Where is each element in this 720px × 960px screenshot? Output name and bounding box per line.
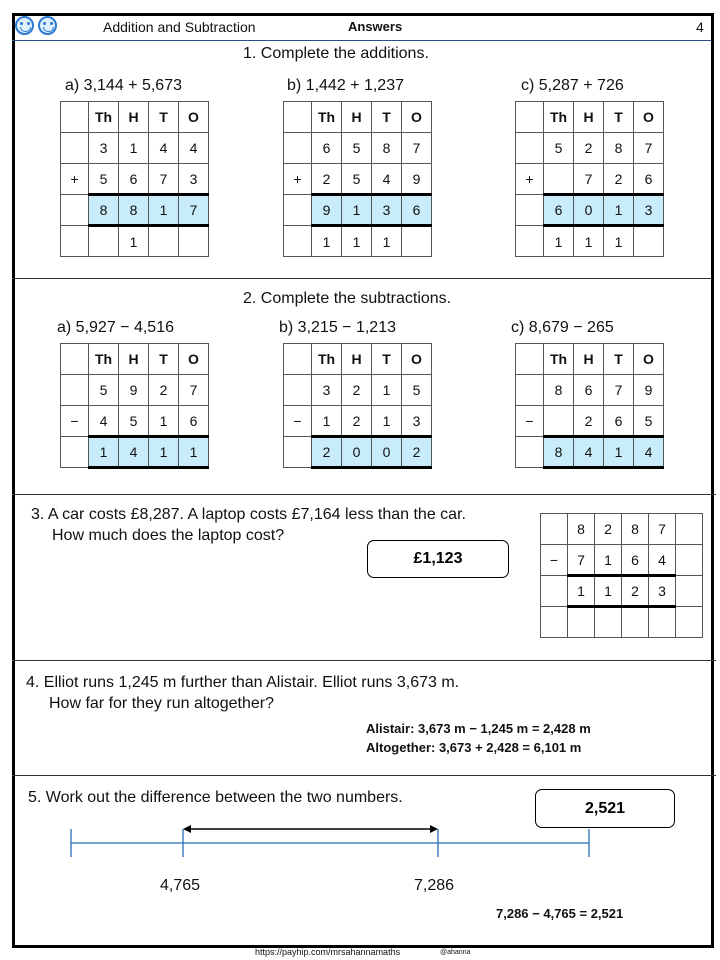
digit-cell: 5 xyxy=(89,375,119,406)
digit-cell: 0 xyxy=(574,195,604,226)
digit-cell: T xyxy=(149,102,179,133)
digit-cell: 1 xyxy=(604,437,634,468)
arrow-head-right-icon xyxy=(430,825,438,833)
digit-cell xyxy=(595,607,622,638)
digit-cell: 7 xyxy=(179,375,209,406)
digit-cell: 1 xyxy=(574,226,604,257)
digit-cell: 1 xyxy=(372,226,402,257)
q1c-label: c) 5,287 + 726 xyxy=(521,77,624,94)
grid-row xyxy=(284,195,432,226)
operator-cell xyxy=(516,437,544,468)
grid-row xyxy=(284,375,432,406)
q2c-column-grid xyxy=(515,343,664,469)
digit-cell: T xyxy=(372,102,402,133)
digit-cell: 9 xyxy=(119,375,149,406)
grid-row xyxy=(61,344,209,375)
digit-cell: 8 xyxy=(119,195,149,226)
operator-cell xyxy=(284,195,312,226)
digit-cell: 5 xyxy=(634,406,664,437)
grid-row xyxy=(61,102,209,133)
grid-row xyxy=(284,406,432,437)
digit-cell: 0 xyxy=(372,437,402,468)
digit-cell: 1 xyxy=(544,226,574,257)
digit-cell: 8 xyxy=(89,195,119,226)
q3-column-grid xyxy=(540,513,703,638)
digit-cell: 1 xyxy=(604,195,634,226)
digit-cell: 2 xyxy=(342,375,372,406)
operator-cell xyxy=(284,344,312,375)
grid-row xyxy=(61,164,209,195)
operator-cell xyxy=(284,375,312,406)
grid-row xyxy=(284,344,432,375)
digit-cell xyxy=(676,607,703,638)
grid-row xyxy=(516,133,664,164)
digit-cell: 8 xyxy=(544,375,574,406)
digit-cell: 8 xyxy=(604,133,634,164)
digit-cell: 0 xyxy=(342,437,372,468)
digit-cell: 1 xyxy=(595,545,622,576)
digit-cell: T xyxy=(604,344,634,375)
operator-cell xyxy=(516,102,544,133)
digit-cell: 5 xyxy=(89,164,119,195)
grid-row xyxy=(541,576,703,607)
digit-cell: O xyxy=(179,102,209,133)
grid-row xyxy=(284,226,432,257)
digit-cell: 1 xyxy=(312,226,342,257)
digit-cell: 6 xyxy=(574,375,604,406)
grid-row xyxy=(284,133,432,164)
operator-cell xyxy=(516,375,544,406)
digit-cell: 2 xyxy=(595,514,622,545)
q1-heading: 1. Complete the additions. xyxy=(243,45,429,62)
q5-working: 7,286 − 4,765 = 2,521 xyxy=(496,906,624,921)
digit-cell: Th xyxy=(312,344,342,375)
digit-cell xyxy=(676,576,703,607)
digit-cell: 1 xyxy=(342,226,372,257)
number-line-left-value: 4,765 xyxy=(160,877,201,894)
digit-cell xyxy=(544,164,574,195)
digit-cell: T xyxy=(604,102,634,133)
grid-row xyxy=(516,375,664,406)
operator-cell xyxy=(61,437,89,468)
q1a-label: a) 3,144 + 5,673 xyxy=(65,77,182,94)
digit-cell: 1 xyxy=(568,576,595,607)
q2-heading: 2. Complete the subtractions. xyxy=(243,290,452,307)
header-divider xyxy=(12,40,711,41)
operator-cell xyxy=(516,344,544,375)
operator-cell: − xyxy=(516,406,544,437)
digit-cell: 6 xyxy=(119,164,149,195)
digit-cell: 3 xyxy=(402,406,432,437)
operator-cell xyxy=(61,375,89,406)
digit-cell: 3 xyxy=(649,576,676,607)
grid-row xyxy=(61,133,209,164)
digit-cell: 7 xyxy=(574,164,604,195)
operator-cell xyxy=(284,133,312,164)
digit-cell xyxy=(622,607,649,638)
digit-cell: 2 xyxy=(402,437,432,468)
digit-cell: 5 xyxy=(342,164,372,195)
digit-cell: T xyxy=(372,344,402,375)
footer-handle: @ahanna xyxy=(440,949,471,956)
digit-cell: O xyxy=(402,344,432,375)
digit-cell: 4 xyxy=(119,437,149,468)
digit-cell: 4 xyxy=(179,133,209,164)
digit-cell: 3 xyxy=(89,133,119,164)
q1b-label: b) 1,442 + 1,237 xyxy=(287,77,404,94)
operator-cell xyxy=(541,607,568,638)
q4-working-alistair: Alistair: 3,673 m − 1,245 m = 2,428 m xyxy=(366,721,591,736)
digit-cell: 7 xyxy=(634,133,664,164)
operator-cell xyxy=(284,102,312,133)
q1c-column-grid xyxy=(515,101,664,257)
q2c-label: c) 8,679 − 265 xyxy=(511,319,614,336)
q4-working-altogether: Altogether: 3,673 + 2,428 = 6,101 m xyxy=(366,740,582,755)
digit-cell: 7 xyxy=(179,195,209,226)
digit-cell: 4 xyxy=(574,437,604,468)
digit-cell: 6 xyxy=(402,195,432,226)
operator-cell xyxy=(541,514,568,545)
grid-row xyxy=(541,545,703,576)
operator-cell: − xyxy=(541,545,568,576)
digit-cell: 6 xyxy=(604,406,634,437)
digit-cell xyxy=(676,514,703,545)
digit-cell: 7 xyxy=(604,375,634,406)
digit-cell: 2 xyxy=(622,576,649,607)
operator-cell xyxy=(516,133,544,164)
digit-cell: O xyxy=(634,344,664,375)
digit-cell: 8 xyxy=(544,437,574,468)
digit-cell: 2 xyxy=(342,406,372,437)
grid-row xyxy=(61,195,209,226)
grid-row xyxy=(61,406,209,437)
digit-cell: 1 xyxy=(312,406,342,437)
operator-cell: − xyxy=(61,406,89,437)
digit-cell: 1 xyxy=(149,406,179,437)
digit-cell: Th xyxy=(312,102,342,133)
grid-row xyxy=(284,164,432,195)
digit-cell: 4 xyxy=(149,133,179,164)
q3-question-line1: 3. A car costs £8,287. A laptop costs £7,164 less than the car. xyxy=(31,506,466,523)
digit-cell: 7 xyxy=(568,545,595,576)
grid-row xyxy=(516,164,664,195)
digit-cell: H xyxy=(574,344,604,375)
q3-answer-box: £1,123 xyxy=(367,540,509,578)
grid-row xyxy=(61,437,209,468)
digit-cell xyxy=(676,545,703,576)
digit-cell: 8 xyxy=(622,514,649,545)
digit-cell: 6 xyxy=(179,406,209,437)
number-line-right-value: 7,286 xyxy=(414,877,455,894)
operator-cell xyxy=(284,437,312,468)
q2a-column-grid xyxy=(60,343,209,469)
q2b-label: b) 3,215 − 1,213 xyxy=(279,319,396,336)
digit-cell: 8 xyxy=(568,514,595,545)
operator-cell xyxy=(516,226,544,257)
digit-cell: 9 xyxy=(402,164,432,195)
grid-row xyxy=(284,102,432,133)
digit-cell: T xyxy=(149,344,179,375)
q4-question-line2: How far for they run altogether? xyxy=(49,695,275,712)
digit-cell: 1 xyxy=(149,195,179,226)
digit-cell xyxy=(402,226,432,257)
page-number: 4 xyxy=(696,19,704,35)
operator-cell: + xyxy=(61,164,89,195)
q1b-column-grid xyxy=(283,101,432,257)
grid-row xyxy=(61,226,209,257)
digit-cell: 2 xyxy=(574,406,604,437)
digit-cell: 1 xyxy=(372,375,402,406)
digit-cell: 1 xyxy=(119,226,149,257)
digit-cell: 3 xyxy=(312,375,342,406)
digit-cell: 4 xyxy=(89,406,119,437)
grid-row xyxy=(541,607,703,638)
digit-cell: 3 xyxy=(634,195,664,226)
digit-cell: 6 xyxy=(544,195,574,226)
digit-cell: 1 xyxy=(372,406,402,437)
digit-cell: H xyxy=(119,344,149,375)
smiley-icon xyxy=(15,16,34,35)
digit-cell: O xyxy=(634,102,664,133)
digit-cell: 2 xyxy=(312,164,342,195)
operator-cell xyxy=(61,226,89,257)
section-divider xyxy=(12,660,716,661)
digit-cell: 2 xyxy=(149,375,179,406)
digit-cell: O xyxy=(402,102,432,133)
digit-cell: 7 xyxy=(402,133,432,164)
digit-cell: O xyxy=(179,344,209,375)
grid-row xyxy=(516,226,664,257)
footer-url[interactable]: https://payhip.com/mrsahannamaths xyxy=(255,947,401,957)
digit-cell xyxy=(149,226,179,257)
digit-cell: 3 xyxy=(179,164,209,195)
digit-cell: 5 xyxy=(544,133,574,164)
operator-cell: + xyxy=(516,164,544,195)
digit-cell: 9 xyxy=(634,375,664,406)
arrow-head-left-icon xyxy=(183,825,191,833)
operator-cell: + xyxy=(284,164,312,195)
digit-cell: 2 xyxy=(604,164,634,195)
digit-cell: Th xyxy=(544,102,574,133)
digit-cell: 1 xyxy=(595,576,622,607)
digit-cell: Th xyxy=(89,344,119,375)
section-divider xyxy=(12,278,711,279)
q5-question: 5. Work out the difference between the two numbers. xyxy=(28,789,403,806)
digit-cell: 1 xyxy=(342,195,372,226)
section-divider xyxy=(12,494,716,495)
smiley-icon xyxy=(38,16,57,35)
digit-cell: Th xyxy=(89,102,119,133)
grid-row xyxy=(516,102,664,133)
operator-cell xyxy=(61,195,89,226)
digit-cell: 2 xyxy=(312,437,342,468)
operator-cell xyxy=(61,102,89,133)
digit-cell: H xyxy=(119,102,149,133)
digit-cell: 4 xyxy=(649,545,676,576)
grid-row xyxy=(284,437,432,468)
grid-row xyxy=(516,195,664,226)
digit-cell: 1 xyxy=(179,437,209,468)
grid-row xyxy=(516,437,664,468)
header-subtitle: Answers xyxy=(348,19,403,34)
grid-row xyxy=(516,406,664,437)
q5-answer-box: 2,521 xyxy=(535,789,675,828)
digit-cell xyxy=(649,607,676,638)
digit-cell: Th xyxy=(544,344,574,375)
operator-cell xyxy=(61,133,89,164)
digit-cell xyxy=(568,607,595,638)
header-title: Addition and Subtraction xyxy=(103,19,256,35)
digit-cell: 1 xyxy=(89,437,119,468)
digit-cell: 5 xyxy=(402,375,432,406)
digit-cell: 6 xyxy=(312,133,342,164)
digit-cell: 1 xyxy=(119,133,149,164)
digit-cell: 7 xyxy=(149,164,179,195)
operator-cell: − xyxy=(284,406,312,437)
grid-row xyxy=(516,344,664,375)
digit-cell: H xyxy=(342,344,372,375)
digit-cell xyxy=(89,226,119,257)
digit-cell: H xyxy=(342,102,372,133)
digit-cell: 1 xyxy=(149,437,179,468)
q4-question-line1: 4. Elliot runs 1,245 m further than Alistair. Elliot runs 3,673 m. xyxy=(26,674,460,691)
digit-cell: 1 xyxy=(604,226,634,257)
digit-cell: 6 xyxy=(634,164,664,195)
q1a-column-grid xyxy=(60,101,209,257)
digit-cell: 5 xyxy=(342,133,372,164)
operator-cell xyxy=(284,226,312,257)
digit-cell: 9 xyxy=(312,195,342,226)
number-line xyxy=(0,820,720,870)
digit-cell: H xyxy=(574,102,604,133)
digit-cell: 3 xyxy=(372,195,402,226)
digit-cell: 7 xyxy=(649,514,676,545)
digit-cell xyxy=(179,226,209,257)
section-divider xyxy=(12,775,716,776)
digit-cell: 4 xyxy=(634,437,664,468)
digit-cell xyxy=(544,406,574,437)
q3-question-line2: How much does the laptop cost? xyxy=(52,527,285,544)
digit-cell: 8 xyxy=(372,133,402,164)
operator-cell xyxy=(61,344,89,375)
operator-cell xyxy=(516,195,544,226)
grid-row xyxy=(541,514,703,545)
q2b-column-grid xyxy=(283,343,432,469)
digit-cell: 2 xyxy=(574,133,604,164)
digit-cell xyxy=(634,226,664,257)
grid-row xyxy=(61,375,209,406)
digit-cell: 5 xyxy=(119,406,149,437)
operator-cell xyxy=(541,576,568,607)
q2a-label: a) 5,927 − 4,516 xyxy=(57,319,174,336)
digit-cell: 6 xyxy=(622,545,649,576)
digit-cell: 4 xyxy=(372,164,402,195)
